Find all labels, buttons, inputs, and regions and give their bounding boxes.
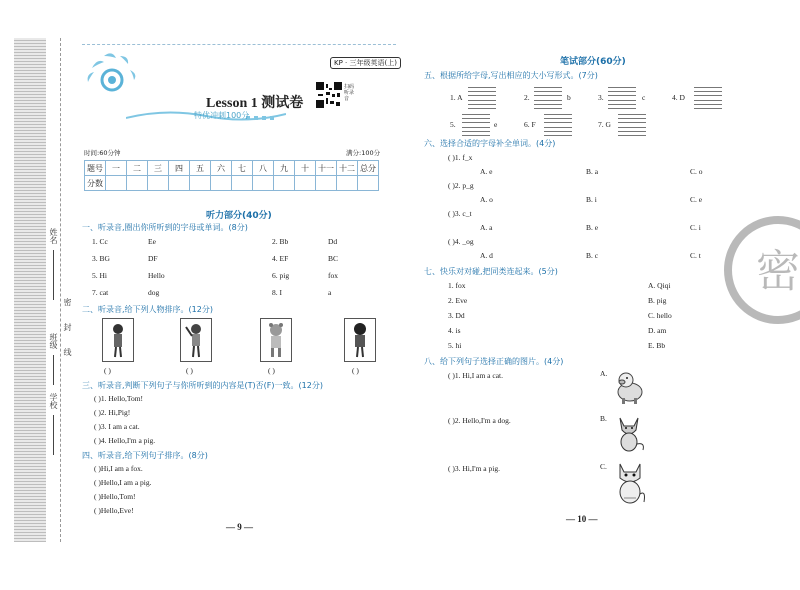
class-line [53, 355, 54, 385]
q5-item: 7. G [598, 120, 611, 129]
match-left-item[interactable]: 4. is [448, 326, 461, 335]
q1-item: 3. BG [92, 254, 110, 263]
q4-item[interactable]: ( )Hello,Eve! [94, 506, 134, 515]
score-cell[interactable] [274, 176, 295, 191]
write-blank[interactable] [462, 125, 490, 137]
cat-picture [612, 460, 648, 508]
q1-option: a [328, 288, 332, 297]
q6-option: C. o [690, 167, 703, 176]
q1-item: 1. Cc [92, 237, 108, 246]
q1-item: 8. I [272, 288, 282, 297]
page-number: — 9 — [226, 522, 253, 532]
q1-item: 7. cat [92, 288, 109, 297]
table-cell: 五 [190, 161, 211, 176]
q4-title: 四、听录音,给下列句子排序。(8分) [82, 451, 208, 460]
q8-title: 八、给下列句子选择正确的图片。(4分) [424, 357, 564, 366]
q6-option: C. t [690, 251, 701, 260]
qr-code-icon [316, 82, 342, 108]
order-blank[interactable]: ( ) [268, 366, 275, 375]
q4-item[interactable]: ( )Hello,Tom! [94, 492, 136, 501]
q1-option: BC [328, 254, 339, 263]
q4-item[interactable]: ( )Hi,I am a fox. [94, 464, 143, 473]
match-left-item[interactable]: 3. Dd [448, 311, 465, 320]
q3-item[interactable]: ( )4. Hello,I'm a pig. [94, 436, 156, 445]
q8-question[interactable]: ( )3. Hi,I'm a pig. [448, 464, 500, 473]
table-cell: 八 [253, 161, 274, 176]
svg-text:密: 密 [756, 246, 800, 297]
table-cell: 九 [274, 161, 295, 176]
q6-option: A. e [480, 167, 493, 176]
q1-item: 6. pig [272, 271, 290, 280]
q1-option: Hello [148, 271, 165, 280]
binding-strip [14, 38, 46, 542]
match-left-item[interactable]: 5. hi [448, 341, 462, 350]
q3-title: 三、听录音,判断下列句子与你所听到的内容是(T)否(F)一致。(12分) [82, 381, 323, 390]
write-blank[interactable] [462, 112, 490, 124]
q6-option: B. c [586, 251, 599, 260]
table-cell: 十 [295, 161, 316, 176]
fox-picture [612, 412, 646, 454]
q1-item: 4. EF [272, 254, 289, 263]
bear-picture [260, 318, 292, 362]
score-table [84, 160, 379, 191]
score-cell[interactable] [358, 176, 379, 191]
q6-option: A. a [480, 223, 493, 232]
q8-option: A. [600, 369, 608, 378]
q6-question[interactable]: ( )4. _og [448, 237, 474, 246]
left-page [76, 38, 406, 542]
q5-title: 五、根据所给字母,写出相应的大小写形式。(7分) [424, 71, 598, 80]
score-cell[interactable] [169, 176, 190, 191]
class-label: 班级 [49, 333, 58, 349]
seal-word-3: 线 [63, 348, 72, 356]
page-number: — 10 — [566, 514, 598, 524]
score-cell[interactable] [127, 176, 148, 191]
q3-item[interactable]: ( )1. Hello,Tom! [94, 394, 144, 403]
q3-item[interactable]: ( )3. I am a cat. [94, 422, 140, 431]
q6-option: A. d [480, 251, 493, 260]
match-right-item[interactable]: C. hello [648, 311, 672, 320]
name-line [53, 250, 54, 300]
header-rule [82, 44, 396, 46]
match-right-item[interactable]: A. Qiqi [648, 281, 671, 290]
time-info: 时间:60分钟 [84, 149, 121, 157]
pig-picture [612, 368, 646, 406]
q6-option: C. e [690, 195, 703, 204]
q6-question[interactable]: ( )3. c_t [448, 209, 472, 218]
score-cell[interactable] [232, 176, 253, 191]
write-blank[interactable] [618, 112, 646, 124]
q5-item: 1. A [450, 93, 463, 102]
boy-picture [180, 318, 212, 362]
write-blank[interactable] [694, 85, 722, 97]
q5-item: 3. [598, 93, 604, 102]
write-blank[interactable] [608, 85, 636, 97]
q8-option: C. [600, 462, 607, 471]
write-blank[interactable] [468, 98, 496, 110]
score-cell[interactable] [211, 176, 232, 191]
q2-title: 二、听录音,给下列人物排序。(12分) [82, 305, 213, 314]
score-cell[interactable] [253, 176, 274, 191]
q1-option: Dd [328, 237, 338, 246]
table-cell: 三 [148, 161, 169, 176]
score-table-header-row [85, 161, 379, 176]
q8-question[interactable]: ( )2. Hello,I'm a dog. [448, 416, 511, 425]
write-blank[interactable] [544, 125, 572, 137]
cut-line [60, 38, 61, 542]
score-cell[interactable] [295, 176, 316, 191]
grade-badge-text: KP · 三年级英语(上) [330, 57, 401, 69]
q1-item: 2. Bb [272, 237, 289, 246]
score-cell[interactable] [190, 176, 211, 191]
school-label: 学校 [49, 393, 58, 409]
table-cell: 题号 [85, 161, 106, 176]
qr-caption: 扫码听录音 [344, 84, 355, 102]
seal-word-2: 封 [63, 323, 72, 331]
table-cell: 七 [232, 161, 253, 176]
write-blank[interactable] [544, 112, 572, 124]
listening-heading: 听力部分(40分) [206, 211, 272, 221]
order-blank[interactable]: ( ) [186, 366, 193, 375]
q6-option: B. a [586, 167, 599, 176]
q5-item: 2. [524, 93, 530, 102]
slogan: 特优冲刺100分 [194, 111, 250, 120]
q6-option: A. o [480, 195, 493, 204]
q5-item: 6. F [524, 120, 536, 129]
q6-option: B. i [586, 195, 597, 204]
score-cell[interactable] [148, 176, 169, 191]
page-title: Lesson 1 测试卷 [206, 96, 304, 111]
school-line [53, 415, 54, 455]
binding-area [46, 38, 72, 542]
q1-option: DF [148, 254, 158, 263]
write-blank[interactable] [694, 98, 722, 110]
score-cell[interactable] [316, 176, 337, 191]
write-blank[interactable] [468, 85, 496, 97]
match-left-item[interactable]: 1. fox [448, 281, 466, 290]
score-cell[interactable] [337, 176, 358, 191]
writing-heading: 笔试部分(60分) [560, 57, 626, 67]
write-blank[interactable] [534, 85, 562, 97]
q1-title: 一、听录音,圈出你所听到的字母或单词。(8分) [82, 223, 248, 232]
q6-question[interactable]: ( )2. p_g [448, 181, 474, 190]
q1-option: dog [148, 288, 160, 297]
sun-logo-icon [82, 48, 142, 108]
grade-badge [330, 50, 401, 69]
score-info: 满分:100分 [346, 149, 381, 157]
q6-question[interactable]: ( )1. f_x [448, 153, 473, 162]
q3-item[interactable]: ( )2. Hi,Pig! [94, 408, 131, 417]
q5-letter: c [642, 93, 646, 102]
match-right-item[interactable]: D. am [648, 326, 667, 335]
name-label: 姓名 [49, 228, 58, 244]
q5-item: 5. [450, 120, 456, 129]
write-blank[interactable] [608, 98, 636, 110]
write-blank[interactable] [534, 98, 562, 110]
girl-picture [102, 318, 134, 362]
q6-title: 六、选择合适的字母补全单词。(4分) [424, 139, 556, 148]
table-cell: 二 [127, 161, 148, 176]
q8-option: B. [600, 414, 607, 423]
table-cell: 四 [169, 161, 190, 176]
score-table-score-row [85, 176, 379, 191]
q7-title: 七、快乐对对碰,把同类连起来。(5分) [424, 267, 558, 276]
table-cell: 总分 [358, 161, 379, 176]
write-blank[interactable] [618, 125, 646, 137]
match-right-item[interactable]: E. Bb [648, 341, 666, 350]
q5-letter: e [494, 120, 498, 129]
order-blank[interactable]: ( ) [352, 366, 359, 375]
table-cell: 六 [211, 161, 232, 176]
child-picture [344, 318, 376, 362]
q5-letter: b [567, 93, 571, 102]
table-cell: 分数 [85, 176, 106, 191]
q6-option: B. e [586, 223, 599, 232]
match-left-item[interactable]: 2. Eve [448, 296, 468, 305]
table-cell: 十一 [316, 161, 337, 176]
q1-option: fox [328, 271, 338, 280]
table-cell: 一 [106, 161, 127, 176]
q8-question[interactable]: ( )1. Hi,I am a cat. [448, 371, 503, 380]
order-blank[interactable]: ( ) [104, 366, 111, 375]
q1-item: 5. Hi [92, 271, 107, 280]
q4-item[interactable]: ( )Hello,I am a pig. [94, 478, 152, 487]
seal-word-1: 密 [63, 298, 72, 306]
table-cell: 十二 [337, 161, 358, 176]
q1-option: Ee [148, 237, 156, 246]
q5-item: 4. D [672, 93, 685, 102]
score-cell[interactable] [106, 176, 127, 191]
seal-stamp-icon [720, 210, 800, 330]
match-right-item[interactable]: B. pig [648, 296, 667, 305]
q6-option: C. i [690, 223, 701, 232]
